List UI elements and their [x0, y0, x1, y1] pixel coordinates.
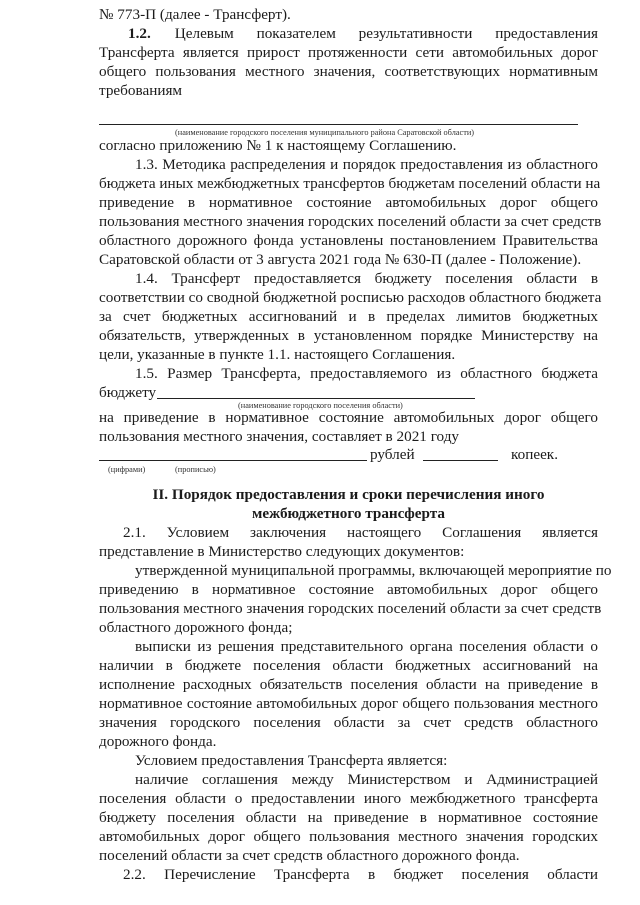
- condition-heading: Условием предоставления Трансферта является:: [135, 752, 448, 769]
- condition-line: бюджету поселения области на приведение в нормативное состояние: [99, 809, 598, 826]
- condition-line: поселения области о предоставлении иного межбюджетного трансферта: [99, 790, 598, 807]
- paragraph-1-3-line: Саратовской области от 3 августа 2021 года № 630-П (далее - Положение).: [99, 251, 582, 268]
- paragraph-1-2-tail: согласно приложению № 1 к настоящему Соглашению.: [99, 137, 457, 154]
- document-item-1-line: утвержденной муниципальной программы, включающей мероприятие по: [135, 562, 612, 579]
- paragraph-1-2-text: Целевым показателем результативности предоставления: [174, 25, 598, 42]
- document-item-1-line: приведению в нормативное состояние автомобильных дорог общего: [99, 581, 598, 598]
- document-item-2-line: дорожного фонда.: [99, 733, 217, 750]
- amount-figures-blank: [99, 460, 367, 461]
- paragraph-1-5-line: бюджету: [99, 384, 157, 401]
- paragraph-1-3-line: бюджета иных межбюджетных трансфертов бюджетам поселений области на: [99, 175, 601, 192]
- paragraph-2-2-line: 2.2. Перечисление Трансферта в бюджет поселения области: [123, 866, 598, 883]
- condition-line: поселений области за счет средств областного дорожного фонда.: [99, 847, 520, 864]
- paragraph-1-4-line: соответствии со сводной бюджетной росписью расходов областного бюджета: [99, 289, 602, 306]
- paragraph-1-3-line: приведение в нормативное состояние автомобильных дорог общего: [99, 194, 598, 211]
- document-item-2-line: значения городского поселения области за счет средств областного: [99, 714, 598, 731]
- paragraph-1-3-line: пользования местного значения городских поселений области за счет средств: [99, 213, 602, 230]
- document-item-2-line: нормативное состояние автомобильных дорог общего пользования местного: [99, 695, 598, 712]
- paragraph-1-3-line: областного дорожного фонда установлены постановлением Правительства: [99, 232, 598, 249]
- paragraph-1-2-line: [99, 25, 598, 44]
- paragraph-2-1-line: представление в Министерство следующих документов:: [99, 543, 465, 560]
- caption-figures: (цифрами): [108, 465, 146, 474]
- section-2-title-line: межбюджетного трансферта: [252, 505, 445, 522]
- paragraph-1-2-line: требованиям: [99, 82, 183, 99]
- paragraph-2-1-line: 2.1. Условием заключения настоящего Соглашения является: [123, 524, 598, 541]
- condition-line: автомобильных дорог общего пользования местного значения городских: [99, 828, 598, 845]
- rubles-label: рублей: [370, 446, 415, 463]
- settlement-name-blank: [99, 124, 578, 125]
- paragraph-1-4-line: обязательств, утвержденных в установленном порядке Министерству на: [99, 327, 598, 344]
- paragraph-1-5-line: на приведение в нормативное состояние автомобильных дорог общего: [99, 409, 598, 426]
- paragraph-1-4-line: цели, указанные в пункте 1.1. настоящего Соглашения.: [99, 346, 456, 363]
- document-item-1-line: пользования местного значения городских поселений области за счет средств: [99, 600, 602, 617]
- paragraph-1-2-line: Трансферта является прирост протяженности сети автомобильных дорог: [99, 44, 598, 61]
- document-item-2-line: наличии в бюджете поселения области бюджетных ассигнований на: [99, 657, 598, 674]
- caption-settlement-full: (наименование городского поселения муниципального района Саратовской области): [175, 128, 475, 137]
- paragraph-1-1-tail: № 773-П (далее - Трансферт).: [99, 6, 291, 23]
- paragraph-1-2-line: общего пользования местного значения, соответствующих нормативным: [99, 63, 598, 80]
- caption-words: (прописью): [175, 465, 216, 474]
- kopecks-label: копеек.: [511, 446, 558, 463]
- paragraph-1-5-line: 1.5. Размер Трансферта, предоставляемого из областного бюджета: [135, 365, 598, 382]
- section-2-title-line: II. Порядок предоставления и сроки перечисления иного: [152, 486, 545, 503]
- caption-settlement: (наименование городского поселения области): [238, 401, 403, 410]
- document-item-2-line: выписки из решения представительного органа поселения области о: [135, 638, 598, 655]
- document-item-1-line: областного дорожного фонда;: [99, 619, 293, 636]
- paragraph-1-5-line: пользования местного значения, составляет в 2021 году: [99, 428, 460, 445]
- kopecks-blank: [423, 460, 498, 461]
- paragraph-1-3-line: 1.3. Методика распределения и порядок предоставления из областного: [135, 156, 598, 173]
- settlement-budget-blank: [157, 398, 475, 399]
- paragraph-1-4-line: 1.4. Трансферт предоставляется бюджету поселения области в: [135, 270, 598, 287]
- document-item-2-line: исполнение расходных обязательств поселения области на приведение в: [99, 676, 598, 693]
- condition-line: наличие соглашения между Министерством и Администрацией: [135, 771, 598, 788]
- paragraph-1-2-number: 1.2.: [128, 25, 151, 42]
- paragraph-1-4-line: за счет бюджетных ассигнований и в пределах лимитов бюджетных: [99, 308, 598, 325]
